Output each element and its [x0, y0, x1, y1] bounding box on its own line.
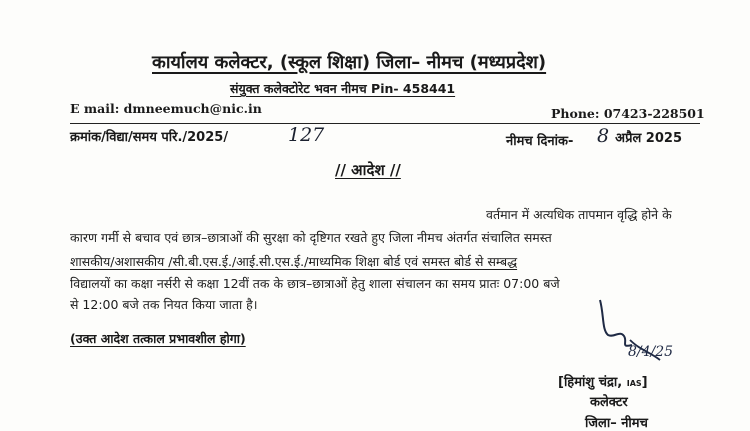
signatory-name: [हिमांशु चंद्रा, IAS] — [558, 375, 648, 390]
effective-note: (उक्त आदेश तत्काल प्रभावशील होगा) — [70, 331, 246, 346]
signature-scribble — [590, 290, 700, 380]
email-address: E mail: dmneemuch@nic.in — [70, 101, 262, 116]
phone-number: Phone: 07423-228501 — [551, 106, 705, 121]
header-divider — [70, 123, 700, 124]
signatory-designation: कलेक्टर — [590, 395, 628, 410]
office-title: कार्यालय कलेक्टर, (स्कूल शिक्षा) जिला– नीमच (मध्यप्रदेश) — [152, 52, 547, 73]
order-heading: // आदेश // — [335, 161, 401, 179]
office-address: संयुक्त कलेक्टोरेट भवन नीमच Pin- 458441 — [230, 81, 456, 96]
signatory-district: जिला– नीमच — [585, 416, 648, 431]
order-date-handwritten: 8 अप्रैल 2025 — [597, 125, 682, 147]
order-line-1: वर्तमान में अत्यधिक तापमान वृद्धि होने के — [486, 207, 672, 222]
order-date-label: नीमच दिनांक- — [506, 134, 574, 149]
reference-number: क्रमांक/विद्या/समय परि./2025/ — [70, 130, 229, 145]
order-line-2: कारण गर्मी से बचाव एवं छात्र–छात्राओं की सुरक्षा को दृष्टिगत रखते हुए जिला नीमच अंतर्गत संचालित समस्त — [70, 230, 552, 245]
order-line-5: से 12:00 बजे तक नियत किया जाता है। — [70, 297, 258, 312]
signature-date: 8/4/25 — [628, 344, 674, 360]
order-line-4: विद्यालयों का कक्षा नर्सरी से कक्षा 12वीं तक के छात्र–छात्राओं हेतु शाला संचालन का समय प्रातः 07:00 बजे — [70, 276, 560, 291]
reference-number-handwritten: 127 — [288, 124, 325, 146]
order-line-3: शासकीय/अशासकीय /सी.बी.एस.ई./आई.सी.एस.ई./माध्यमिक शिक्षा बोर्ड एवं समस्त बोर्ड से सम्बद्ध — [70, 254, 518, 269]
